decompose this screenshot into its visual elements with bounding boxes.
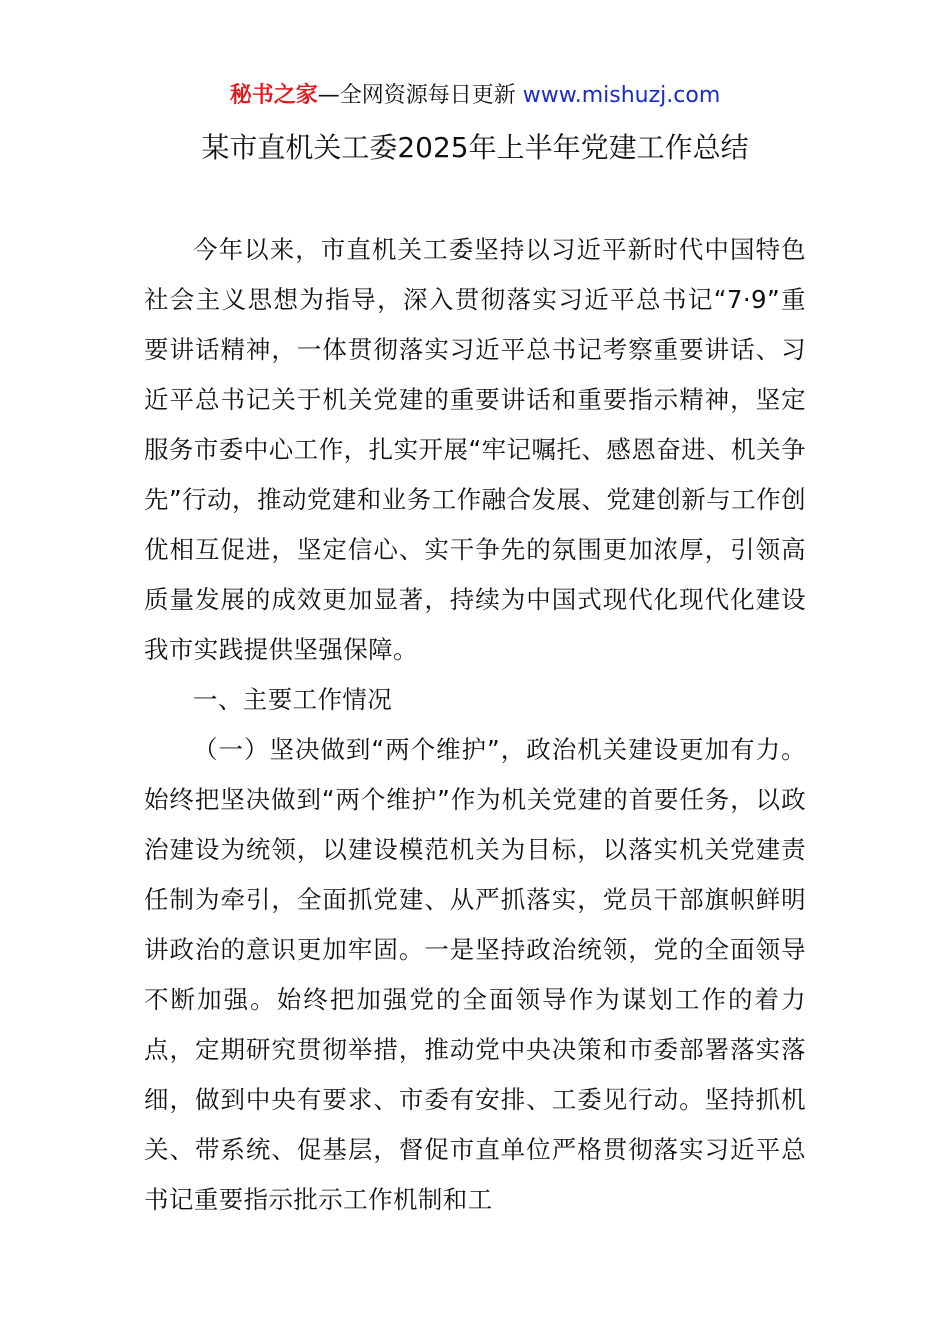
document-title: 某市直机关工委2025年上半年党建工作总结: [201, 131, 749, 164]
site-header: [0, 80, 950, 112]
site-url-link[interactable]: www.mishuzj.com: [522, 83, 721, 108]
subsection-paragraph: （一）坚决做到“两个维护”，政治机关建设更加有力。始终把坚决做到“两个维护”作为机关党建的首要任务，以政治建设为统领，以建设模范机关为目标，以落实机关党建责任制为牵引，全面抓党建、从严抓落实，党员干部旗帜鲜明讲政治的意识更加牢固。一是坚持政治统领，党的全面领导不断加强。始终把加强党的全面领导作为谋划工作的着力点，定期研究贯彻举措，推动党中央决策和市委部署落实落细，做到中央有要求、市委有安排、工委见行动。坚持抓机关、带系统、促基层，督促市直单位严格贯彻落实习近平总书记重要指示批示工作机制和工: [144, 735, 806, 1214]
brand-name: 秘书之家: [229, 83, 318, 108]
intro-paragraph: 今年以来，市直机关工委坚持以习近平新时代中国特色社会主义思想为指导，深入贯彻落实习近平总书记“7·9”重要讲话精神，一体贯彻落实习近平总书记考察重要讲话、习近平总书记关于机关党建的重要讲话和重要指示精神，坚定服务市委中心工作，扎实开展“牢记嘱托、感恩奋进、机关争先”行动，推动党建和业务工作融合发展、党建创新与工作创优相互促进，坚定信心、实干争先的氛围更加浓厚，引领高质量发展的成效更加显著，持续为中国式现代化现代化建设我市实践提供坚强保障。: [144, 235, 806, 664]
header-tagline: —全网资源每日更新: [317, 83, 523, 108]
document-body: [144, 225, 806, 1225]
section-heading: 一、主要工作情况: [193, 685, 393, 714]
